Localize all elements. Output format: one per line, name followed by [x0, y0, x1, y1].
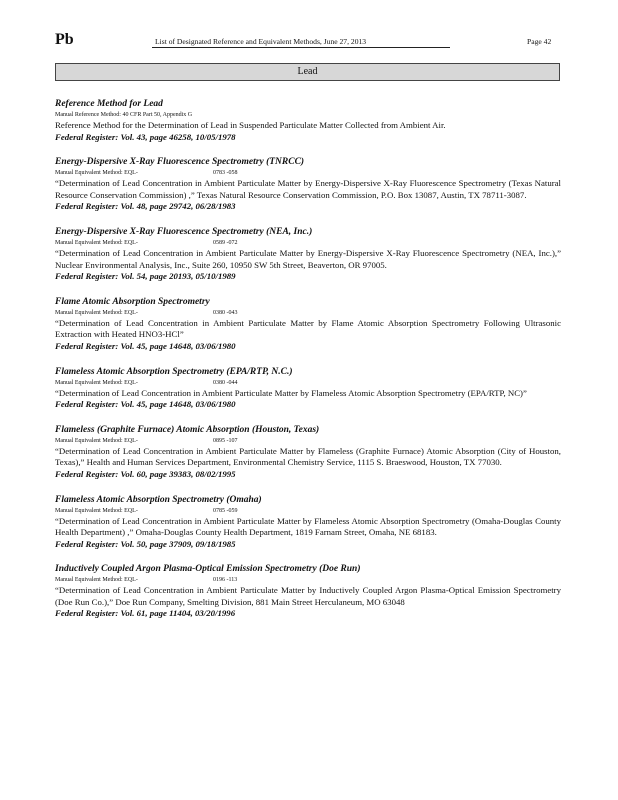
- method-designation: [55, 378, 561, 388]
- method-designation: [55, 308, 561, 318]
- method-entry: [55, 156, 561, 213]
- method-title: Flameless Atomic Absorption Spectrometry (EPA/RTP, N.C.): [55, 366, 293, 377]
- method-title: Flameless (Graphite Furnace) Atomic Absorption (Houston, Texas): [55, 424, 320, 435]
- method-title: Flameless Atomic Absorption Spectrometry (Omaha): [55, 494, 262, 505]
- method-description: “Determination of Lead Concentration in Ambient Particulate Matter by Flameless (Graphite Furnace) Atomic Absorption (City of Houston, Texas),” Health and Human Services Department, Environmental Chemistry Service, 1115 S. Braeswood, Houston, TX 77030.: [55, 445, 561, 468]
- method-designation: [55, 575, 561, 585]
- federal-register-citation: Federal Register: Vol. 45, page 14648, 03/06/1980: [55, 399, 236, 410]
- method-entry: [55, 366, 561, 411]
- method-entry: [55, 296, 561, 353]
- method-list: [55, 98, 561, 633]
- federal-register-citation: Federal Register: Vol. 50, page 37909, 09/18/1985: [55, 538, 236, 549]
- federal-register-citation: Federal Register: Vol. 45, page 14648, 03/06/1980: [55, 340, 236, 351]
- method-description: “Determination of Lead Concentration in Ambient Particulate Matter by Flameless Atomic Absorption Spectrometry (Omaha-Douglas County Health Department) ,” Omaha-Douglas County Health Department, 1819 Farnam Street, Omaha, NE 68183.: [55, 515, 561, 538]
- designation-label: Manual Equivalent Method: EQL-: [55, 239, 138, 246]
- method-entry: [55, 494, 561, 551]
- designation-number: 0380 -043: [213, 309, 238, 316]
- method-description: Reference Method for the Determination of Lead in Suspended Particulate Matter Collected from Ambient Air.: [55, 120, 446, 130]
- section-title: Lead: [297, 66, 318, 77]
- page-number: Page 42: [527, 37, 552, 46]
- method-title: Flame Atomic Absorption Spectrometry: [55, 296, 210, 307]
- method-entry: [55, 424, 561, 481]
- method-designation: [55, 436, 561, 446]
- designation-number: 0785 -059: [213, 507, 238, 514]
- element-symbol: Pb: [55, 31, 74, 48]
- designation-number: 0380 -044: [213, 379, 238, 386]
- method-title: Reference Method for Lead: [55, 99, 163, 109]
- method-entry: [55, 563, 561, 620]
- designation-label: Manual Equivalent Method: EQL-: [55, 309, 138, 316]
- method-title: Energy-Dispersive X-Ray Fluorescence Spectrometry (TNRCC): [55, 157, 305, 168]
- designation-label: Manual Equivalent Method: EQL-: [55, 577, 138, 584]
- method-description: “Determination of Lead Concentration in Ambient Particulate Matter by Flameless Atomic Absorption Spectrometry (EPA/RTP, NC)”: [55, 387, 527, 398]
- designation-label: Manual Equivalent Method: EQL-: [55, 437, 138, 444]
- federal-register-citation: Federal Register: Vol. 61, page 11404, 03/20/1996: [55, 608, 236, 619]
- method-entry: [55, 98, 561, 143]
- designation-number: 0589 -072: [213, 239, 238, 246]
- method-designation: [55, 168, 561, 178]
- designation-label: Manual Equivalent Method: EQL-: [55, 170, 138, 177]
- method-designation: [55, 506, 561, 516]
- method-designation: [55, 110, 561, 120]
- header-rule: [152, 47, 450, 48]
- designation-number: 0196 -113: [213, 577, 238, 584]
- federal-register-citation: Federal Register: Vol. 60, page 39383, 08/02/1995: [55, 468, 236, 479]
- section-title-bar: [55, 63, 560, 81]
- federal-register-citation: Federal Register: Vol. 48, page 29742, 06/28/1983: [55, 201, 236, 212]
- method-description: “Determination of Lead Concentration in Ambient Particulate Matter by Energy-Dispersive X-Ray Fluorescence Spectrometry (Texas Natural Resource Conservation Commission) ,” Texas Natural Resource Conservation Commission, P.O. Box 13087, Austin, TX 78711-3087.: [55, 178, 561, 200]
- designation-number: 0895 -107: [213, 437, 238, 444]
- method-designation: [55, 238, 561, 248]
- designation-label: Manual Reference Method: 40 CFR Part 50, Appendix G: [55, 112, 193, 118]
- document-title: List of Designated Reference and Equivalent Methods, June 27, 2013: [155, 37, 367, 46]
- federal-register-citation: Federal Register: Vol. 54, page 20193, 05/10/1989: [55, 271, 236, 282]
- method-description: “Determination of Lead Concentration in Ambient Particulate Matter by Energy-Dispersive X-Ray Fluorescence Spectrometry (NEA, Inc.),” Nuclear Environmental Analysis, Inc., Suite 260, 10950 SW 5th Street, Beaverton, OR 97005.: [55, 247, 561, 270]
- designation-number: 0783 -058: [213, 170, 238, 177]
- method-description: “Determination of Lead Concentration in Ambient Particulate Matter by Flame Atomic Absorption Spectrometry Following Ultrasonic Extraction with Heated HNO3-HCl”: [55, 317, 561, 340]
- method-description: “Determination of Lead Concentration in Ambient Particulate Matter by Inductively Coupled Argon Plasma-Optical Emission Spectrometry (Doe Run Co.),” Doe Run Company, Smelting Division, 881 Main Street Herculaneum, MO 63048: [55, 585, 561, 607]
- designation-label: Manual Equivalent Method: EQL-: [55, 507, 138, 514]
- method-title: Energy-Dispersive X-Ray Fluorescence Spectrometry (NEA, Inc.): [55, 226, 313, 237]
- designation-label: Manual Equivalent Method: EQL-: [55, 379, 138, 386]
- federal-register-citation: Federal Register: Vol. 43, page 46258, 10/05/1978: [55, 131, 236, 142]
- method-entry: [55, 226, 561, 283]
- method-title: Inductively Coupled Argon Plasma-Optical Emission Spectrometry (Doe Run): [55, 564, 361, 575]
